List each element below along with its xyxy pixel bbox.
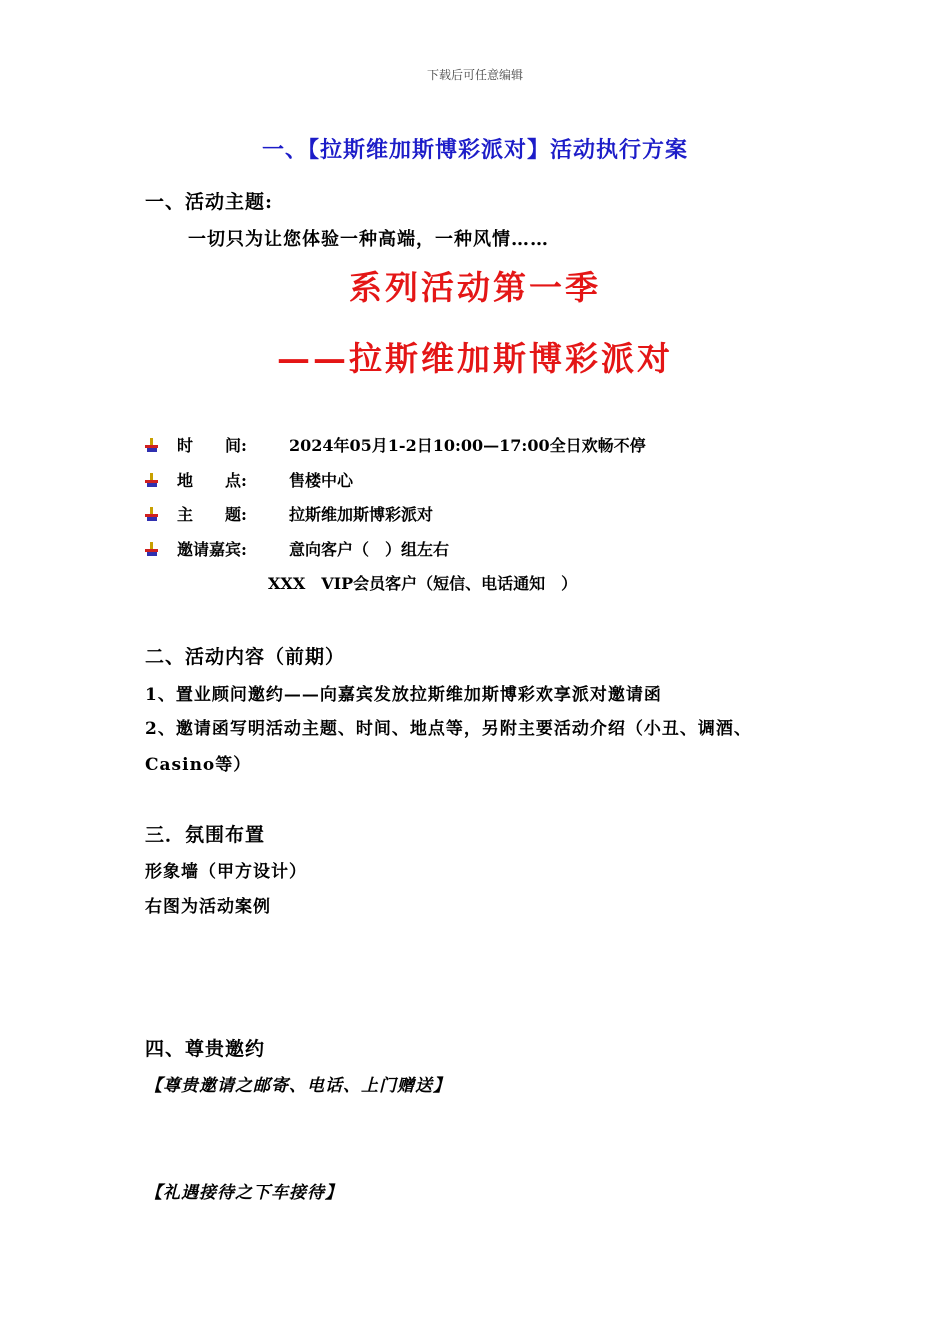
info-value: 意向客户（ ）组左右: [289, 540, 450, 559]
info-label: 地 点:: [177, 471, 247, 490]
section2-heading: 二、活动内容（前期）: [145, 646, 346, 668]
info-item-location: [145, 468, 353, 491]
info-value: 2024年05月1-2日10:00—17:00全日欢畅不停: [289, 436, 646, 455]
info-label: 时 间:: [177, 436, 247, 455]
section1-heading: 一、活动主题:: [145, 191, 274, 213]
document-title: 一、【拉斯维加斯博彩派对】活动执行方案: [261, 137, 688, 163]
info-item-time: [145, 433, 646, 456]
bullet-icon: [145, 542, 159, 556]
bullet-icon: [145, 473, 159, 487]
header-note: 下载后可任意编辑: [426, 68, 523, 82]
section2-line3: Casino等）: [145, 755, 252, 775]
section4-sub2: 【礼遇接待之下车接待】: [145, 1183, 343, 1203]
red-title-line2: ——拉斯维加斯博彩派对: [277, 339, 673, 378]
section3-line2: 右图为活动案例: [145, 897, 271, 917]
section4-heading: 四、尊贵邀约: [145, 1038, 266, 1060]
section2-line2: 2、邀请函写明活动主题、时间、地点等，另附主要活动介绍（小丑、调酒、: [145, 719, 752, 739]
section3-line1: 形象墙（甲方设计）: [145, 862, 307, 882]
info-item-theme: [145, 502, 433, 525]
bullet-icon: [145, 438, 159, 452]
tagline: 一切只为让您体验一种高端，一种风情……: [188, 229, 549, 250]
section4-sub1: 【尊贵邀请之邮寄、电话、上门赠送】: [145, 1076, 451, 1096]
info-label: 邀请嘉宾:: [177, 540, 247, 559]
info-item-guests: [145, 537, 449, 560]
red-title-line1: 系列活动第一季: [349, 268, 601, 307]
extra-guest-line: XXX VIP会员客户（短信、电话通知 ）: [268, 574, 578, 593]
bullet-icon: [145, 507, 159, 521]
section3-heading: 三．氛围布置: [145, 824, 266, 846]
info-value: 售楼中心: [289, 471, 354, 490]
info-label: 主 题:: [177, 505, 247, 524]
section2-line1: 1、置业顾问邀约——向嘉宾发放拉斯维加斯博彩欢享派对邀请函: [145, 685, 662, 705]
info-value: 拉斯维加斯博彩派对: [289, 505, 434, 524]
